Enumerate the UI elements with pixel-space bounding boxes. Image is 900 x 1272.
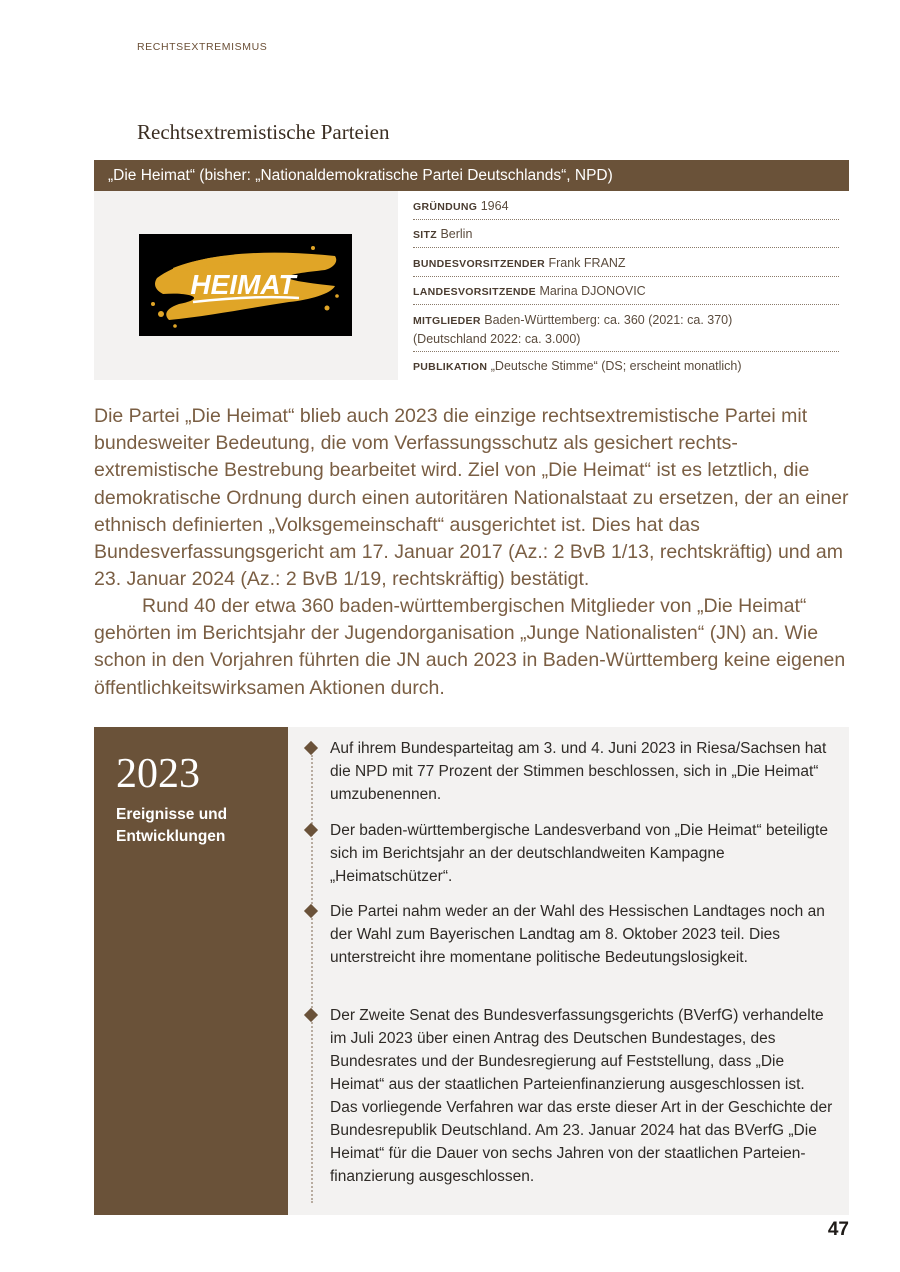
body-paragraph-2: Rund 40 der etwa 360 baden-württembergischen Mitglieder von „Die Heimat“ gehörten im Berichtsjahr der Jugendorganisation „Junge Nationalisten“ (JN) an. Wie schon in den Vorjahren führten die JN auch 2023 in Baden-Württemberg keine eigenen öffentlichkeitswirksamen Aktionen durch. (94, 595, 846, 699)
party-banner: „Die Heimat“ (bisher: „Nationaldemokratische Partei Deutschlands“, NPD) (94, 160, 849, 191)
party-logo (139, 234, 352, 336)
fact-mitglieder (413, 311, 839, 348)
fact-value: Marina DJONOVIC (539, 284, 646, 298)
fact-key: PUBLIKATION (413, 361, 488, 373)
events-year: 2023 (116, 751, 200, 797)
fact-divider (413, 219, 839, 220)
fact-key: GRÜNDUNG (413, 201, 478, 213)
running-head: RECHTSEXTREMISMUS (137, 41, 268, 53)
fact-divider (413, 247, 839, 248)
events-timeline-line (311, 755, 313, 1203)
event-item: Der Zweite Senat des Bundesverfassungsgerichts (BVerfG) verhandelte im Juli 2023 über einen Antrag des Deutschen Bundestages, des Bundesrates und der Bundesregierung auf Feststellung, dass „Die Heimat“ aus der staatlichen Parteienfinanzierung ausgeschlossen ist. Das vorliegende Verfahren war das erste dieser Art in der Geschichte der Bundesrepublik Deutschland. Am 23. Januar 2024 hat das BVerfG „Die Heimat“ für die Dauer von sechs Jahren von der staatlichen Parteienfinanzierung ausgeschlossen. (330, 1007, 833, 1185)
page-number: 47 (827, 1219, 849, 1240)
fact-bundesvorsitzender (413, 254, 839, 273)
fact-divider (413, 276, 839, 277)
fact-sitz (413, 225, 839, 244)
fact-landesvorsitzende (413, 282, 839, 301)
events-subtitle: Ereignisse und Entwicklungen (116, 806, 228, 845)
section-title: Rechtsextremistische Parteien (137, 120, 390, 144)
fact-value: Berlin (440, 227, 473, 241)
logo-wordmark: HEIMAT (190, 269, 296, 300)
fact-value: Baden-Württemberg: ca. 360 (2021: ca. 370) (484, 313, 733, 327)
events-panel (94, 727, 849, 1215)
diamond-bullet-icon (304, 904, 318, 918)
party-facts (398, 191, 849, 380)
fact-divider (413, 304, 839, 305)
fact-divider (413, 351, 839, 352)
fact-gruendung (413, 197, 839, 216)
fact-key: MITGLIEDER (413, 315, 481, 327)
fact-value-line2: (Deutschland 2022: ca. 3.000) (413, 332, 581, 346)
body-paragraph-1: Die Partei „Die Heimat“ blieb auch 2023 die einzige rechtsextremistische Partei mit bundesweiter Bedeutung, die vom Verfassungsschutz als gesichert rechtsextremistische Bestrebung bearbeitet wird. Ziel von „Die Heimat“ ist es letztlich, die demokratische Ordnung durch einen autoritären Nationalstaat zu ersetzen, der an einer ethnisch definierten „Volksgemeinschaft“ ausgerichtet ist. Dies hat das Bundesverfassungsgericht am 17. Januar 2017 (Az.: 2 BvB 1/13, rechtskräftig) und am 23. Januar 2024 (Az.: 2 BvB 1/19, rechtskräftig) bestätigt. (94, 405, 849, 591)
fact-publikation (413, 357, 839, 376)
party-info-box (94, 191, 849, 380)
fact-value: Frank FRANZ (548, 256, 626, 270)
fact-key: BUNDESVORSITZENDER (413, 258, 545, 270)
fact-value: 1964 (480, 199, 509, 213)
events-sidebar (94, 727, 288, 1215)
fact-key: SITZ (413, 229, 437, 241)
event-item: Der baden-württembergische Landesverband von „Die Heimat“ beteiligte sich im Berichtsjahr an der deutschlandweiten Kampagne „Heimatschützer“. (330, 822, 828, 885)
diamond-bullet-icon (304, 741, 318, 755)
diamond-bullet-icon (304, 1008, 318, 1022)
event-item: Die Partei nahm weder an der Wahl des Hessischen Landtages noch an der Wahl zum Bayerischen Landtag am 8. Oktober 2023 teil. Dies unterstreicht ihre momentane politische Bedeutungslosigkeit. (330, 903, 825, 966)
event-item: Auf ihrem Bundesparteitag am 3. und 4. Juni 2023 in Riesa/Sachsen hat die NPD mit 77 Prozent der Stimmen beschlossen, sich in „Die Heimat“ umzubenennen. (330, 740, 827, 803)
fact-key: LANDESVORSITZENDE (413, 286, 536, 298)
fact-value: „Deutsche Stimme“ (DS; erscheint monatlich) (490, 359, 742, 373)
heimat-logo-image (139, 234, 352, 336)
diamond-bullet-icon (304, 823, 318, 837)
